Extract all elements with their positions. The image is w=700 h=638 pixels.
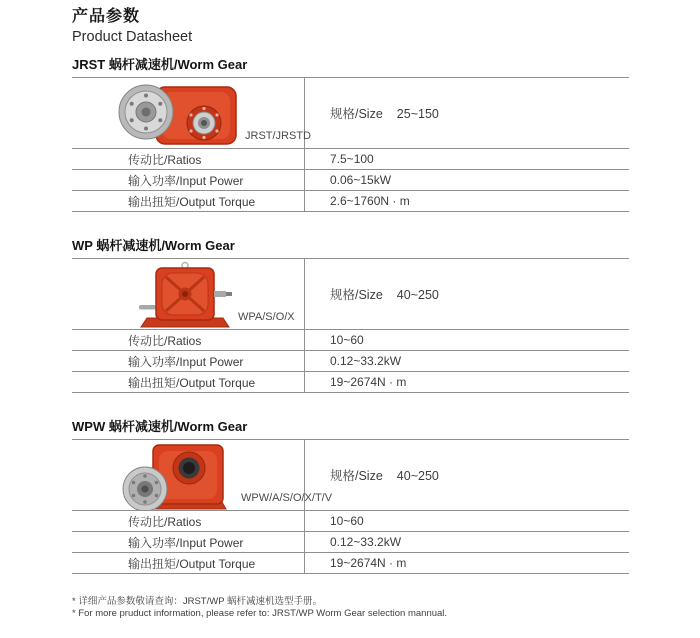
size-value: 40~250 <box>396 288 439 302</box>
spec-table-jrst <box>72 77 629 212</box>
table-row <box>72 148 629 169</box>
size-value: 25~150 <box>396 107 439 121</box>
table-row <box>72 78 629 148</box>
row-value: 19~2674N · m <box>330 556 407 570</box>
table-row <box>72 259 629 329</box>
footnote <box>72 596 629 619</box>
row-label: 传动比/Ratios <box>72 149 305 169</box>
size-label: 规格/Size <box>330 288 383 302</box>
row-label: 传动比/Ratios <box>72 511 305 531</box>
row-label: 传动比/Ratios <box>72 330 305 350</box>
row-value: 10~60 <box>330 333 364 347</box>
product-image-wpw <box>118 440 332 510</box>
jrst-gearbox-illustration <box>118 82 240 148</box>
image-caption-wpw: WPW/A/S/O/X/T/V <box>241 492 333 504</box>
footnote-zh: * 详细产品参数敬请查询：JRST/WP 蜗杆减速机选型手册。 <box>72 596 322 607</box>
row-value: 19~2674N · m <box>330 375 407 389</box>
row-value: 0.12~33.2kW <box>330 535 402 549</box>
table-row <box>72 510 629 531</box>
section-wp <box>72 238 629 393</box>
product-image-wp <box>138 259 295 329</box>
table-row <box>72 190 629 211</box>
datasheet-page <box>72 7 629 619</box>
spec-table-wpw <box>72 439 629 574</box>
row-label: 输出扭矩/Output Torque <box>72 553 305 573</box>
page-title-en: Product Datasheet <box>72 29 193 45</box>
row-value: 2.6~1760N · m <box>330 194 410 208</box>
table-row <box>72 329 629 350</box>
size-label: 规格/Size <box>330 107 383 121</box>
row-label: 输入功率/Input Power <box>72 351 305 371</box>
row-label: 输出扭矩/Output Torque <box>72 191 305 211</box>
row-value: 0.12~33.2kW <box>330 354 402 368</box>
footnote-en: * For more pruduct information, please refer to: JRST/WP Worm Gear selection mannual. <box>72 607 448 619</box>
row-value: 7.5~100 <box>330 152 374 166</box>
size-label: 规格/Size <box>330 469 383 483</box>
size-value: 40~250 <box>396 469 439 483</box>
page-title-zh: 产品参数 <box>72 8 141 25</box>
table-row <box>72 350 629 371</box>
table-row <box>72 371 629 392</box>
image-caption-jrst: JRST/JRSTD <box>245 130 311 142</box>
wp-gearbox-illustration <box>138 261 233 329</box>
section-jrst <box>72 57 629 212</box>
row-label: 输入功率/Input Power <box>72 170 305 190</box>
table-row <box>72 531 629 552</box>
section-heading-wpw: WPW 蜗杆减速机/Worm Gear <box>72 419 248 434</box>
row-value: 10~60 <box>330 514 364 528</box>
table-row <box>72 552 629 573</box>
row-label: 输出扭矩/Output Torque <box>72 372 305 392</box>
row-value: 0.06~15kW <box>330 173 392 187</box>
table-row <box>72 440 629 510</box>
product-image-jrst <box>118 78 311 148</box>
section-heading-jrst: JRST 蜗杆减速机/Worm Gear <box>72 57 248 72</box>
image-caption-wp: WPA/S/O/X <box>238 311 295 323</box>
wpw-gearbox-illustration <box>118 442 236 510</box>
table-row <box>72 169 629 190</box>
section-heading-wp: WP 蜗杆减速机/Worm Gear <box>72 238 235 253</box>
spec-table-wp <box>72 258 629 393</box>
section-wpw <box>72 419 629 574</box>
row-label: 输入功率/Input Power <box>72 532 305 552</box>
